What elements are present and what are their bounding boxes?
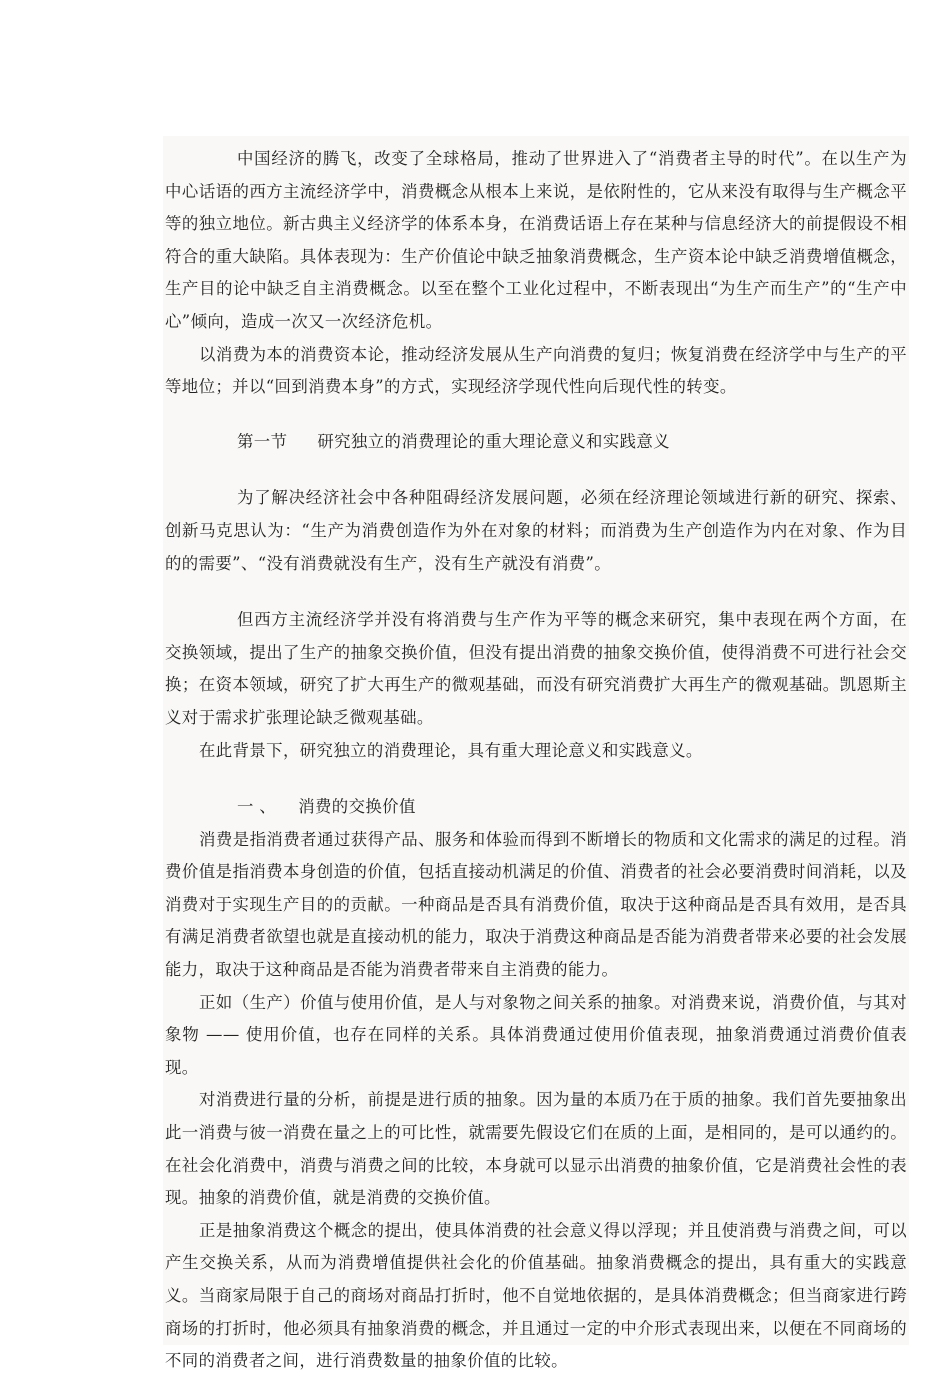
sub-paragraph-3: 对消费进行量的分析，前提是进行质的抽象。因为量的本质乃在于质的抽象。我们首先要抽象出此一消费与彼一消费在量之上的可比性，就需要先假设它们在质的上面，是相同的，是可以通约的。在社会化消费中，消费与消费之间的比较，本身就可以显示出消费的抽象价值，它是消费社会性的表现。抽象的消费价值，就是消费的交换价值。 bbox=[165, 1090, 907, 1208]
section-title: 研究独立的消费理论的重大理论意义和实践意义 bbox=[317, 431, 670, 451]
sub-paragraph-1: 消费是指消费者通过获得产品、服务和体验而得到不断增长的物质和文化需求的满足的过程。消费价值是指消费本身创造的价值，包括直接动机满足的价值、消费者的社会必要消费时间消耗，以及消费对于实现生产目的的贡献。一种商品是否具有消费价值，取决于这种商品是否具有效用，是否具有满足消费者欲望也就是直接动机的能力，取决于消费这种商品是否能为消费者带来必要的社会发展能力，取决于这种商品是否能为消费者带来自主消费的能力。 bbox=[165, 829, 907, 980]
section-heading bbox=[165, 426, 907, 459]
section-paragraph-2: 但西方主流经济学并没有将消费与生产作为平等的概念来研究，集中表现在两个方面，在交换领域，提出了生产的抽象交换价值，但没有提出消费的抽象交换价值，使得消费不可进行社会交换；在资本领域，研究了扩大再生产的微观基础，而没有研究消费扩大再生产的微观基础。凯恩斯主义对于需求扩张理论缺乏微观基础。 bbox=[165, 610, 907, 727]
section-number: 第一节 bbox=[237, 431, 288, 451]
sub-paragraph-2: 正如（生产）价值与使用价值，是人与对象物之间关系的抽象。对消费来说，消费价值，与其对象物 —— 使用价值，也存在同样的关系。具体消费通过使用价值表现，抽象消费通过消费价值表现。 bbox=[165, 992, 907, 1077]
sub-paragraph-4: 正是抽象消费这个概念的提出，使具体消费的社会意义得以浮现；并且使消费与消费之间，可以产生交换关系，从而为消费增值提供社会化的价值基础。抽象消费概念的提出，具有重大的实践意义。当商家局限于自己的商场对商品打折时，他不自觉地依据的，是具体消费概念；但当商家进行跨商场的打折时，他必须具有抽象消费的概念，并且通过一定的中介形式表现出来，以便在不同商场的不同的消费者之间，进行消费数量的抽象价值的比较。 bbox=[165, 1220, 907, 1371]
subheading-title: 消费的交换价值 bbox=[298, 797, 416, 817]
document-page bbox=[163, 136, 909, 1371]
subheading bbox=[165, 791, 907, 824]
intro-paragraph-2: 以消费为本的消费资本论，推动经济发展从生产向消费的复归；恢复消费在经济学中与生产的平等地位；并以“回到消费本身”的方式，实现经济学现代性向后现代性的转变。 bbox=[165, 344, 907, 397]
intro-paragraph-1: 中国经济的腾飞，改变了全球格局，推动了世界进入了“消费者主导的时代”。在以生产为中心话语的西方主流经济学中，消费概念从根本上来说，是依附性的，它从来没有取得与生产概念平等的独立地位。新古典主义经济学的体系本身，在消费话语上存在某种与信息经济大的前提假设不相符合的重大缺陷。具体表现为：生产价值论中缺乏抽象消费概念，生产资本论中缺乏消费增值概念，生产目的论中缺乏自主消费概念。以至在整个工业化过程中，不断表现出“为生产而生产”的“生产中心”倾向，造成一次又一次经济危机。 bbox=[165, 149, 907, 331]
section-paragraph-3: 在此背景下，研究独立的消费理论，具有重大理论意义和实践意义。 bbox=[199, 740, 703, 760]
document-body bbox=[165, 143, 907, 1378]
subheading-number: 一 、 bbox=[237, 797, 277, 817]
section-paragraph-1: 为了解决经济社会中各种阻碍经济发展问题，必须在经济理论领域进行新的研究、探索、创新马克思认为：“生产为消费创造作为外在对象的材料；而消费为生产创造作为内在对象、作为目的的需要”、“没有消费就没有生产，没有生产就没有消费”。 bbox=[165, 488, 907, 573]
